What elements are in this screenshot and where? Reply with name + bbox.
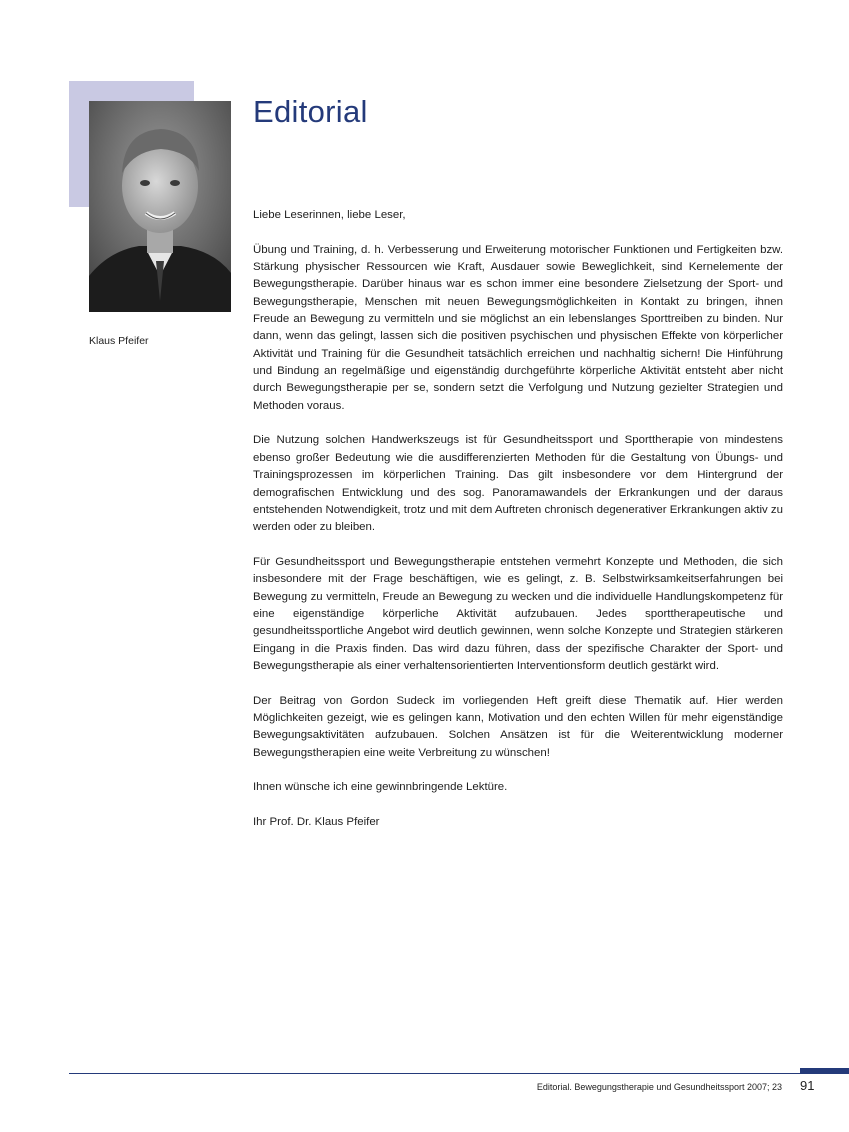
- paragraph: Übung und Training, d. h. Verbesserung und Erweiterung motorischer Funktionen und Fertigkeiten bzw. Stärkung physischer Ressourcen wie Kraft, Ausdauer sowie Beweglichkeit, sind Kernelemente der Bewegungstherapie. Darüber hinaus war es schon immer eine besondere Zielsetzung der Sport- und Bewegungstherapie, Menschen mit neuen Bewegungsmöglichkeiten in Kontakt zu bringen, ihnen Freude an Bewegung zu vermitteln und sie möglichst an ein lebenslanges Sporttreiben zu binden. Nur dann, wenn das gelingt, lassen sich die positiven psychischen und physischen Effekte von körperlicher Aktivität und Training für die Gesundheit tatsächlich erreichen und nachhaltig sichern! Die Hinführung und Bindung an regelmäßige und eigenständig durchgeführte körperliche Aktivität entsteht aber nicht durch Bewegungstherapie per se, sondern setzt die Verfolgung und Nutzung gezielter Strategien und Methoden voraus.: [253, 243, 783, 412]
- paragraph: Der Beitrag von Gordon Sudeck im vorliegenden Heft greift diese Thematik auf. Hier werden Möglichkeiten gezeigt, wie es gelingen kann, Motivation und den echten Willen für mehr eigenständige Bewegungsaktivitäten aufzubauen. Solchen Ansätzen ist für die Weiterentwicklung moderner Bewegungstherapien eine weite Verbreitung zu wünschen!: [253, 694, 783, 759]
- closing-line: Ihnen wünsche ich eine gewinnbringende Lektüre.: [253, 781, 508, 794]
- salutation: Liebe Leserinnen, liebe Leser,: [253, 209, 406, 221]
- page-number: 91: [800, 1078, 815, 1093]
- paragraph: Die Nutzung solchen Handwerkszeugs ist für Gesundheitssport und Sporttherapie von mindestens ebenso großer Bedeutung wie die ausdifferenzierten Methoden für die Gestaltung von Übungs- und Trainingsprozessen im körperlichen Training. Das gilt insbesondere vor dem Hintergrund der demografischen Entwicklung und des sog. Panoramawandels der Erkrankungen und der daraus entstehenden Notwendigkeit, trotz und mit dem Auftreten chronisch degenerativer Erkrankungen aktiv zu werden oder zu bleiben.: [253, 434, 783, 534]
- footer-accent-tab: [800, 1068, 849, 1074]
- author-caption: Klaus Pfeifer: [89, 335, 149, 347]
- paragraph: Für Gesundheitssport und Bewegungstherapie entstehen vermehrt Konzepte und Methoden, die sich insbesondere mit der Frage beschäftigen, wie es gelingt, z. B. Selbstwirksamkeitserfahrungen bei Bewegung zu vermitteln, Freude an Bewegung zu wecken und die individuelle Handlungskompetenz für eine eigenständige körperliche Aktivität aufzubauen. Jedes sporttherapeutische und gesundheitssportliche Angebot wird deutlich gewinnen, wenn solche Konzepte und Strategien stärkeren Eingang in die Praxis finden. Das wird dazu führen, dass der spezifische Charakter der Sport- und Bewegungstherapie als einer verhaltensorientierten Interventionsform deutlich gestärkt wird.: [253, 555, 783, 672]
- author-photo: [89, 101, 231, 312]
- footer-citation: Editorial. Bewegungstherapie und Gesundheitssport 2007; 23: [536, 1082, 782, 1092]
- footer-divider: [69, 1073, 849, 1074]
- signature: Ihr Prof. Dr. Klaus Pfeifer: [253, 816, 380, 829]
- editorial-body: [253, 207, 783, 849]
- page-title: Editorial: [253, 94, 368, 129]
